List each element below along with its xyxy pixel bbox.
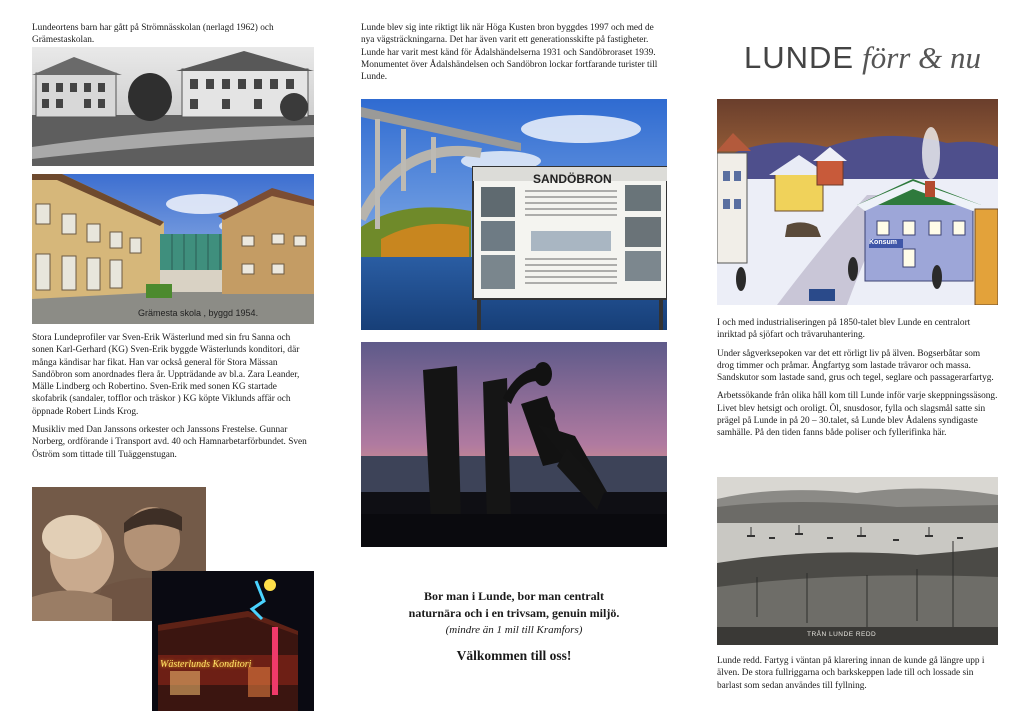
page-title xyxy=(744,40,981,76)
history-paragraph-3: Arbetssökande från olika håll kom till Lunde inför varje skeppningssäsong. Livet blev hetsigt och oroligt. Öl, snusdosor, fylla och slagsmål satte sin prägel på Lunde in på 20 – 30.talet, så Lunde blev Ådalens syndigaste samhälle. På den tiden fanns både poliser och fyllerifinka här. xyxy=(717,391,998,439)
school-caption: Grämesta skola , byggd 1954. xyxy=(138,308,259,318)
konditori-night-photo xyxy=(152,571,314,711)
history-paragraph-2: Under sågverksepoken var det ett rörligt liv på älven. Bogserbåtar som drog timmer och pråmar. Ångfartyg som lastade trävaror och massa. Sandskutor som lastade sand, grus och tegel, seglare och passagerarfartyg. xyxy=(717,348,994,384)
profiles-text xyxy=(32,332,314,467)
slogan-block xyxy=(361,588,667,664)
history-text xyxy=(717,317,999,446)
sign-title: SANDÖBRON xyxy=(533,172,612,186)
music-paragraph: Musikliv med Dan Janssons orkester och Janssons Frestelse. Gunnar Norberg, ordförande i Transport avd. 40 och Hamnarbetarförbundet. Sven Öström som tittade till Tuäggenstugan. xyxy=(32,425,307,460)
monument-photo xyxy=(361,342,667,547)
welcome-text: Välkommen till oss! xyxy=(456,648,572,663)
intro-text: Lundeortens barn har gått på Strömnässkolan (nerlagd 1962) och Grämestaskolan. xyxy=(32,23,274,46)
slogan-subtext: (mindre än 1 mil till Kramfors) xyxy=(445,624,583,636)
winter-painting xyxy=(717,99,998,305)
gramesta-school-photo xyxy=(32,174,314,324)
redd-caption: Lunde redd. Fartyg i väntan på klarering innan de kunde gå längre upp i älven. De stora fullriggarna och barkskeppen lade till och lossade sin barlast som sedan användes till fyllning. xyxy=(717,656,985,691)
history-paragraph-1: I och med industrialiseringen på 1850-talet blev Lunde en centralort inriktad på sjöfart och trävaruhantering. xyxy=(717,318,971,341)
photo-inscription: TRÅN LUNDE REDD xyxy=(807,631,877,638)
title-sub: förr & nu xyxy=(862,40,981,75)
shop-sign-text: Konsum xyxy=(869,239,897,246)
old-school-photo xyxy=(32,47,314,166)
title-main: LUNDE xyxy=(744,40,855,75)
sandobron-photo xyxy=(361,99,667,330)
slogan-line-2: naturnära och i en trivsam, genuin miljö. xyxy=(408,606,620,620)
lunde-redd-photo xyxy=(717,477,998,645)
bridge-text: Lunde blev sig inte riktigt lik när Höga Kusten bron byggdes 1997 och med de nya vägsträckningarna. Det har även varit ett generationsskifte på fastigheter. Lunde har varit mest känd för Ådalshändelserna 1931 och Sandöbroraset 1939. Monumentet över Ådalshändelsen och Sandöbron lockar fortfarande turister till Lunde. xyxy=(361,23,658,83)
slogan-line-1: Bor man i Lunde, bor man centralt xyxy=(424,589,604,603)
profiles-paragraph: Stora Lundeprofiler var Sven-Erik Wästerlund med sin fru Sanna och sonen Karl-Gerhard (KG) Sven-Erik byggde Wästerlunds konditori, där många kändisar har fikat. Han var också general för Stora Mässan Sandöbron som anordnades flera år. Uppträdande av bl.a. Zara Leander, Mälle Lindberg och Robertino. Sven-Erik med sonen KG startade skofabrik (sandaler, tofflor och träskor ) KG köpte Viklunds affär och öppnade Robert Linds Krog. xyxy=(32,333,300,417)
neon-sign-text: Wästerlunds Konditori xyxy=(160,659,252,670)
